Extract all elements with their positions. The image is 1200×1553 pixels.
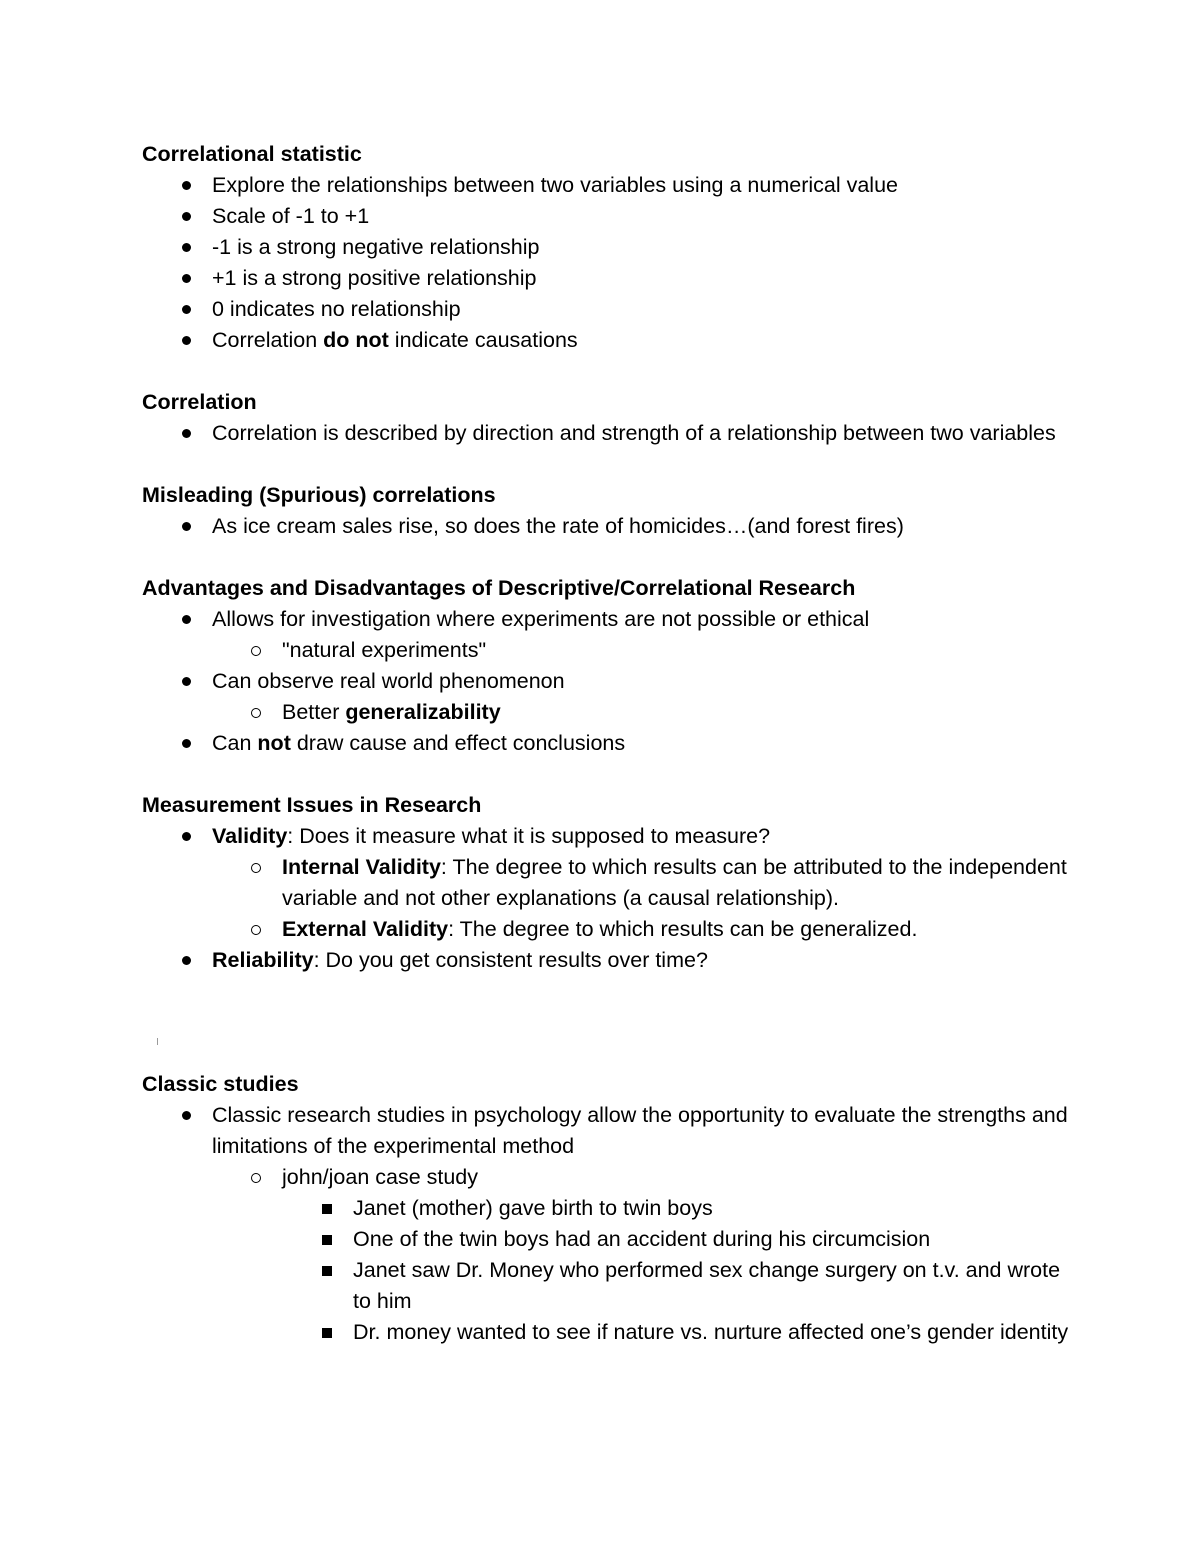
list-item-text (212, 1103, 1068, 1158)
list-item-text (353, 1227, 930, 1251)
text-run: draw cause and effect conclusions (290, 731, 626, 755)
list-item (142, 263, 1072, 294)
list-item (142, 635, 1072, 666)
disc-bullet-icon (176, 728, 196, 759)
bold-text: Internal Validity (282, 855, 441, 879)
list-item-text (212, 204, 369, 228)
section (142, 790, 1072, 976)
text-run: : Do you get consistent results over time? (313, 948, 708, 972)
text-run: Explore the relationships between two variables using a numerical value (212, 173, 898, 197)
text-run: Can observe real world phenomenon (212, 669, 565, 693)
bold-text: External Validity (282, 917, 449, 941)
text-run: Scale of -1 to +1 (212, 204, 370, 228)
section-heading: Measurement Issues in Research (142, 793, 482, 817)
list-item-text (282, 917, 917, 941)
disc-bullet-icon (176, 511, 196, 542)
list-item-text (212, 173, 898, 197)
text-run: Correlation is described by direction and strength of a relationship between two variables (212, 421, 1056, 445)
list-item (142, 821, 1072, 852)
text-run: Classic research studies in psychology allow the opportunity to evaluate the strengths and limitations of the experimental method (212, 1103, 1068, 1158)
text-run: Can (212, 731, 258, 755)
section (142, 139, 1072, 356)
text-run: "natural experiments" (282, 638, 487, 662)
list-item-text (212, 297, 461, 321)
list-item (142, 511, 1072, 542)
disc-bullet-icon (176, 418, 196, 449)
list-item-text (212, 514, 904, 538)
text-run: +1 is a strong positive relationship (212, 266, 537, 290)
section-heading: Misleading (Spurious) correlations (142, 483, 496, 507)
section (142, 573, 1072, 759)
list-item-text (212, 235, 539, 259)
list-item (142, 294, 1072, 325)
list-item (142, 170, 1072, 201)
list-item-text (282, 1165, 478, 1189)
circle-bullet-icon (246, 1162, 266, 1193)
bold-text: do not (323, 328, 389, 352)
list-item (142, 325, 1072, 356)
list-item-text (212, 824, 770, 848)
section (142, 480, 1072, 542)
section-heading: Correlational statistic (142, 142, 362, 166)
text-run: Allows for investigation where experiments are not possible or ethical (212, 607, 870, 631)
list-item (142, 1317, 1072, 1348)
list-item-text (212, 948, 708, 972)
bold-text: Validity (212, 824, 288, 848)
list-item (142, 232, 1072, 263)
list-item-text (353, 1320, 1068, 1344)
circle-bullet-icon (246, 635, 266, 666)
text-run: -1 is a strong negative relationship (212, 235, 540, 259)
list-item-text (212, 266, 536, 290)
list-item-text (212, 669, 565, 693)
list-item (142, 1224, 1072, 1255)
text-run: One of the twin boys had an accident during his circumcision (353, 1227, 931, 1251)
text-run: : The degree to which results can be generalized. (448, 917, 918, 941)
text-run: : The degree to which results can be attributed to the independent variable and not other explanations (a causal relationship). (282, 855, 1067, 910)
bold-text: generalizability (345, 700, 501, 724)
text-run: Better (282, 700, 346, 724)
list-item (142, 666, 1072, 697)
disc-bullet-icon (176, 325, 196, 356)
circle-bullet-icon (246, 914, 266, 945)
list-item (142, 1162, 1072, 1193)
list-item-text (212, 328, 578, 352)
list-item (142, 728, 1072, 759)
section (142, 387, 1072, 449)
list-item-text (353, 1196, 713, 1220)
list-item-text (282, 638, 486, 662)
list-item (142, 1193, 1072, 1224)
disc-bullet-icon (176, 232, 196, 263)
list-item (142, 945, 1072, 976)
text-run: Correlation (212, 328, 324, 352)
text-run: Dr. money wanted to see if nature vs. nurture affected one’s gender identity (353, 1320, 1069, 1344)
disc-bullet-icon (176, 666, 196, 697)
list-item-text (212, 607, 869, 631)
disc-bullet-icon (176, 294, 196, 325)
disc-bullet-icon (176, 1100, 196, 1131)
list-item (142, 852, 1072, 914)
disc-bullet-icon (176, 604, 196, 635)
list-item (142, 1100, 1072, 1162)
list-item (142, 697, 1072, 728)
list-item (142, 1255, 1072, 1317)
square-bullet-icon (317, 1317, 337, 1348)
circle-bullet-icon (246, 852, 266, 883)
disc-bullet-icon (176, 945, 196, 976)
text-run: : Does it measure what it is supposed to measure? (287, 824, 771, 848)
text-run: indicate causations (388, 328, 578, 352)
list-item-text (212, 421, 1056, 445)
circle-bullet-icon (246, 697, 266, 728)
square-bullet-icon (317, 1193, 337, 1224)
list-item (142, 604, 1072, 635)
list-item-text (353, 1258, 1060, 1313)
section-heading: Advantages and Disadvantages of Descriptive/Correlational Research (142, 576, 856, 600)
section-heading: Classic studies (142, 1072, 299, 1096)
bold-text: Reliability (212, 948, 314, 972)
list-item (142, 418, 1072, 449)
text-run: 0 indicates no relationship (212, 297, 461, 321)
list-item-text (282, 700, 501, 724)
section-heading: Correlation (142, 390, 257, 414)
text-run: Janet saw Dr. Money who performed sex change surgery on t.v. and wrote to him (353, 1258, 1061, 1313)
disc-bullet-icon (176, 170, 196, 201)
disc-bullet-icon (176, 263, 196, 294)
list-item-text (212, 731, 625, 755)
list-item (142, 914, 1072, 945)
list-item-text (282, 855, 1067, 910)
section (142, 1069, 1072, 1348)
bold-text: not (257, 731, 291, 755)
list-item (142, 201, 1072, 232)
text-run: john/joan case study (282, 1165, 479, 1189)
text-run: Janet (mother) gave birth to twin boys (353, 1196, 713, 1220)
square-bullet-icon (317, 1224, 337, 1255)
document-page (142, 139, 1072, 1379)
disc-bullet-icon (176, 201, 196, 232)
square-bullet-icon (317, 1255, 337, 1286)
text-run: As ice cream sales rise, so does the rate of homicides…(and forest fires) (212, 514, 904, 538)
disc-bullet-icon (176, 821, 196, 852)
blank-space (142, 1007, 1072, 1069)
stray-mark (157, 1038, 158, 1045)
